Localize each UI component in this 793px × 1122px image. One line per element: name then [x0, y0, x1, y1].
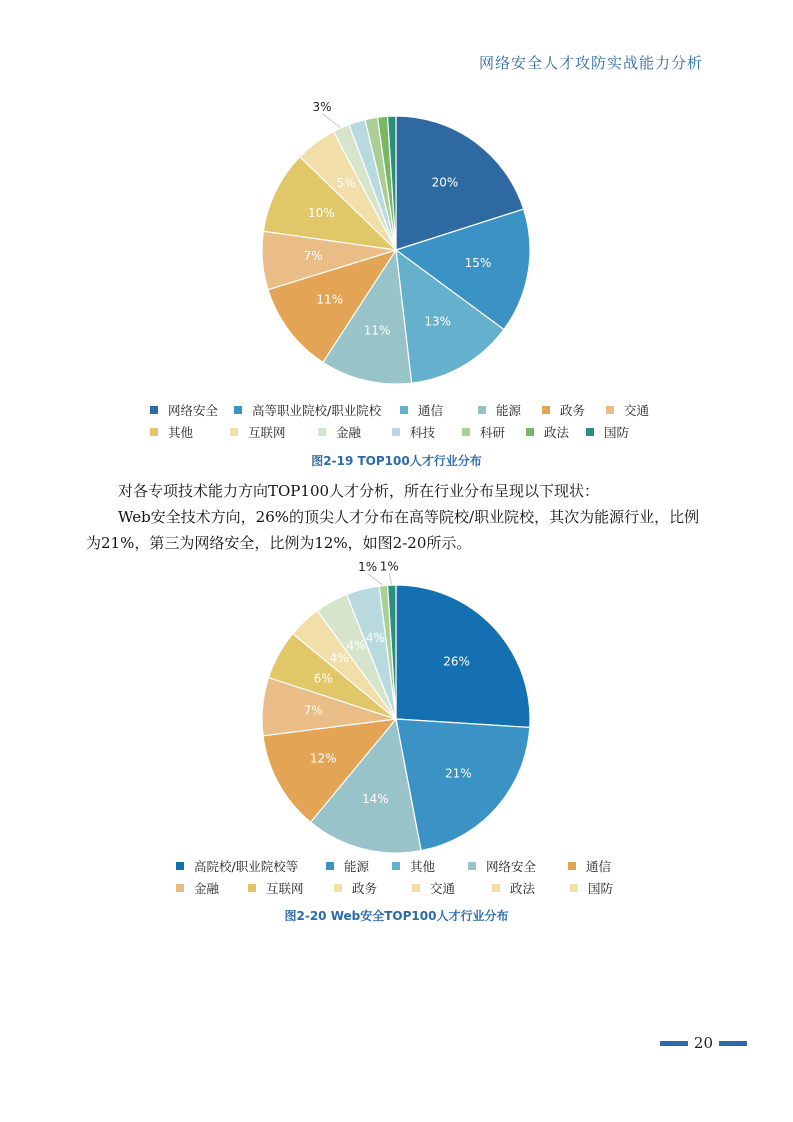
legend-label: 高院校/职业院校等 — [194, 859, 299, 874]
pie-data-label: 7% — [303, 703, 323, 718]
legend-swatch — [318, 428, 326, 436]
legend-item — [150, 399, 234, 421]
pie-data-label: 4% — [365, 631, 385, 646]
pie-data-label: 7% — [303, 249, 323, 264]
pie-data-label: 6% — [313, 671, 333, 686]
legend-item — [492, 877, 570, 899]
pie-data-label: 26% — [443, 654, 470, 669]
legend-swatch — [412, 884, 420, 892]
legend-item — [570, 877, 640, 899]
legend-item — [392, 421, 462, 443]
legend-label: 政法 — [544, 425, 570, 440]
legend-label: 金融 — [336, 425, 362, 440]
legend-item — [586, 421, 646, 443]
pie-data-label: 20% — [431, 175, 459, 190]
legend-item — [462, 421, 526, 443]
pie-label-leader — [389, 573, 392, 585]
legend-item — [326, 855, 392, 877]
pie-data-label: 3% — [312, 100, 332, 115]
legend-label: 科研 — [480, 425, 506, 440]
legend-label: 能源 — [344, 859, 370, 874]
legend-item — [150, 421, 230, 443]
legend-label: 互联网 — [266, 881, 304, 896]
page-number-area — [660, 1034, 747, 1052]
legend-label: 金融 — [194, 881, 220, 896]
pie-data-label: 12% — [309, 751, 337, 766]
legend-swatch — [570, 884, 578, 892]
pie-label-leader — [368, 574, 384, 586]
pie-data-label: 14% — [362, 791, 389, 806]
legend-swatch — [526, 428, 534, 436]
body-text — [86, 478, 708, 556]
legend-item — [526, 421, 586, 443]
pie-data-label: 4% — [346, 638, 366, 653]
legend-label: 交通 — [624, 403, 650, 418]
legend-swatch — [400, 406, 408, 414]
legend-label: 能源 — [496, 403, 522, 418]
legend-swatch — [478, 406, 486, 414]
pie-chart-web-security-industry — [0, 555, 793, 855]
legend-label: 政务 — [352, 881, 378, 896]
page-header-title: 网络安全人才攻防实战能力分析 — [478, 54, 703, 72]
legend-fig-2-20 — [176, 855, 646, 899]
legend-swatch — [248, 884, 256, 892]
legend-label: 高等职业院校/职业院校 — [252, 403, 382, 418]
legend-label: 网络安全 — [486, 859, 537, 874]
legend-item — [478, 399, 542, 421]
legend-swatch — [234, 406, 242, 414]
legend-label: 国防 — [588, 881, 614, 896]
legend-item — [230, 421, 318, 443]
legend-swatch — [462, 428, 470, 436]
legend-item — [234, 399, 400, 421]
legend-item — [400, 399, 478, 421]
legend-item — [176, 877, 248, 899]
legend-label: 互联网 — [248, 425, 286, 440]
legend-item — [542, 399, 606, 421]
legend-item — [334, 877, 412, 899]
legend-item — [568, 855, 638, 877]
legend-fig-2-19 — [150, 399, 670, 443]
page-number-bar-left — [660, 1041, 688, 1046]
legend-label: 其他 — [410, 859, 436, 874]
legend-swatch — [492, 884, 500, 892]
legend-swatch — [230, 428, 238, 436]
legend-label: 科技 — [410, 425, 436, 440]
legend-item — [412, 877, 492, 899]
legend-item — [468, 855, 568, 877]
legend-label: 其他 — [168, 425, 194, 440]
pie-data-label: 21% — [444, 766, 472, 781]
page-number: 20 — [693, 1034, 713, 1052]
legend-swatch — [392, 428, 400, 436]
legend-swatch — [568, 862, 576, 870]
legend-label: 交通 — [430, 881, 456, 896]
pie-data-label: 13% — [424, 314, 452, 329]
figure-caption-2-20: 图2-20 Web安全TOP100人才行业分布 — [284, 909, 509, 923]
legend-item — [248, 877, 334, 899]
pie-data-label: 1% — [379, 559, 399, 574]
legend-swatch — [176, 862, 184, 870]
pie-data-label: 10% — [308, 205, 335, 220]
legend-swatch — [150, 406, 158, 414]
pie-data-label: 1% — [358, 560, 378, 575]
legend-swatch — [392, 862, 400, 870]
legend-item — [318, 421, 392, 443]
pie-data-label: 11% — [316, 292, 344, 307]
pie-data-label: 11% — [363, 323, 391, 338]
legend-label: 通信 — [418, 403, 444, 418]
legend-label: 国防 — [604, 425, 630, 440]
legend-swatch — [334, 884, 342, 892]
legend-swatch — [150, 428, 158, 436]
paragraph-web-security: Web安全技术方向，26%的顶尖人才分布在高等院校/职业院校，其次为能源行业，比例为21%，第三为网络安全，比例为12%，如图2-20所示。 — [86, 508, 700, 552]
figure-caption-2-19: 图2-19 TOP100人才行业分布 — [311, 454, 482, 468]
legend-swatch — [542, 406, 550, 414]
legend-swatch — [586, 428, 594, 436]
legend-label: 通信 — [586, 859, 612, 874]
paragraph-intro: 对各专项技术能力方向TOP100人才分析，所在行业分布呈现以下现状： — [118, 482, 600, 500]
pie-label-leader — [322, 114, 341, 128]
legend-swatch — [326, 862, 334, 870]
legend-item — [176, 855, 326, 877]
legend-label: 政法 — [510, 881, 536, 896]
legend-label: 网络安全 — [168, 403, 219, 418]
pie-data-label: 4% — [329, 650, 349, 665]
pie-chart-top100-industry — [0, 95, 793, 395]
legend-item — [606, 399, 662, 421]
page-number-bar-right — [719, 1041, 747, 1046]
pie-data-label: 5% — [336, 176, 356, 191]
pie-data-label: 15% — [464, 255, 492, 270]
legend-swatch — [606, 406, 614, 414]
legend-label: 政务 — [560, 403, 586, 418]
legend-item — [392, 855, 468, 877]
legend-swatch — [468, 862, 476, 870]
legend-swatch — [176, 884, 184, 892]
